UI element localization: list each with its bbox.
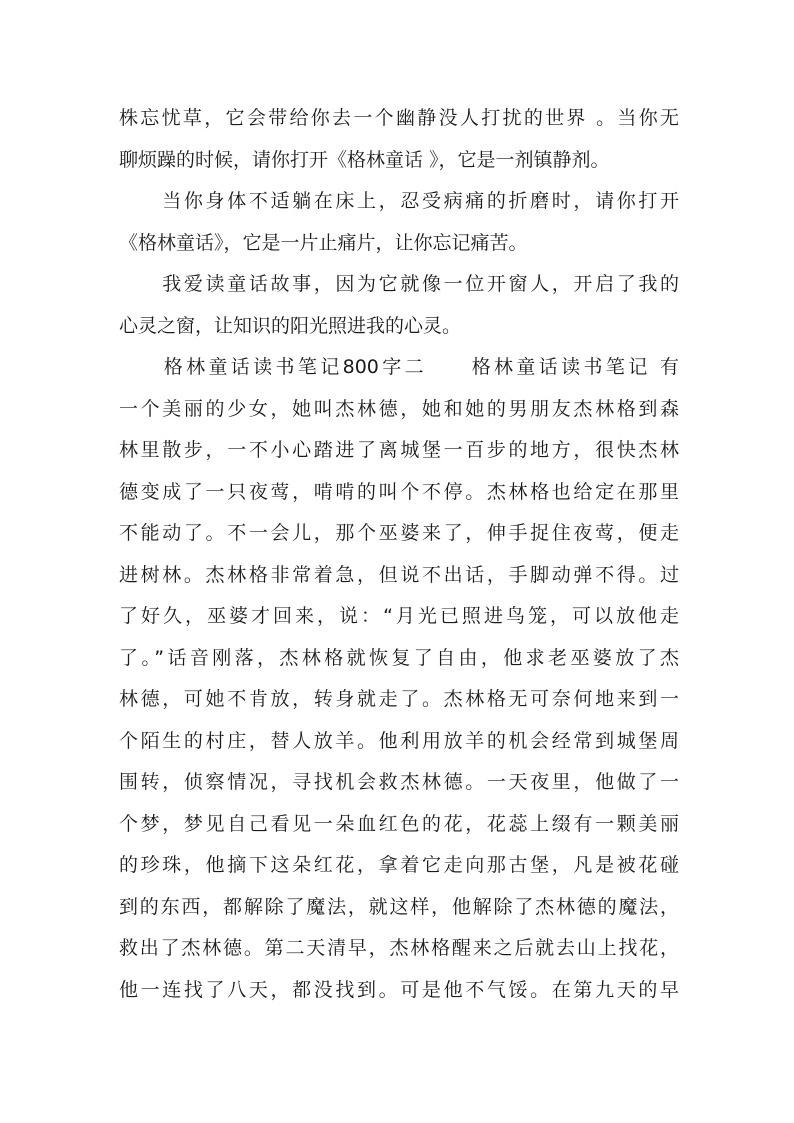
text-line: 到的东西，都解除了魔法，就这样，他解除了杰林德的魔法， bbox=[119, 895, 679, 918]
text-line: 林里散步，一不小心踏进了离城堡一百步的地方，很快杰林 bbox=[119, 439, 679, 461]
text-line: 我爱读童话故事，因为它就像一位开窗人，开启了我的 bbox=[119, 273, 679, 295]
text-line: 一个美丽的少女，她叫杰林德，她和她的男朋友杰林格到森 bbox=[119, 397, 679, 420]
body-text bbox=[119, 98, 679, 1011]
text-line: 当你身体不适躺在床上，忍受病痛的折磨时，请你打开 bbox=[119, 190, 679, 212]
text-line: 救出了杰林德。第二天清早，杰林格醒来之后就去山上找花， bbox=[119, 937, 679, 959]
text-line: 个梦，梦见自己看见一朵血红色的花，花蕊上缀有一颗美丽 bbox=[119, 812, 679, 835]
text-line: 的珍珠，他摘下这朵红花，拿着它走向那古堡，凡是被花碰 bbox=[119, 854, 679, 876]
text-line: 进树林。杰林格非常着急，但说不出话，手脚动弹不得。过 bbox=[119, 563, 679, 586]
text-line: 心灵之窗，让知识的阳光照进我的心灵。 bbox=[119, 314, 462, 337]
text-line: 德变成了一只夜莺，啃啃的叫个不停。杰林格也给定在那里 bbox=[119, 480, 679, 503]
text-line: 株忘忧草，它会带给你去一个幽静没人打扰的世界 。当你无 bbox=[119, 107, 679, 129]
text-line: 了好久，巫婆才回来，说：“月光已照进鸟笼，可以放他走 bbox=[119, 605, 679, 627]
text-line: 了。”话音刚落，杰林格就恢复了自由，他求老巫婆放了杰 bbox=[119, 646, 679, 669]
text-line: 格林童话读书笔记800字二 格林童话读书笔记 有 bbox=[119, 356, 679, 378]
text-line: 个陌生的村庄，替人放羊。他利用放羊的机会经常到城堡周 bbox=[119, 729, 679, 752]
text-line: 《格林童话》，它是一片止痛片，让你忘记痛苦。 bbox=[119, 231, 528, 254]
text-line: 他一连找了八天，都没找到。可是他不气馁。在第九天的早 bbox=[119, 978, 679, 1001]
text-line: 林德，可她不肯放，转身就走了。杰林格无可奈何地来到一 bbox=[119, 688, 679, 710]
text-line: 聊烦躁的时候，请你打开《格林童话 》，它是一剂镇静剂。 bbox=[119, 148, 610, 171]
text-line: 围转，侦察情况，寻找机会救杰林德。一天夜里，他做了一 bbox=[119, 771, 679, 793]
text-line: 不能动了。不一会儿，那个巫婆来了，伸手捉住夜莺，便走 bbox=[119, 522, 679, 544]
